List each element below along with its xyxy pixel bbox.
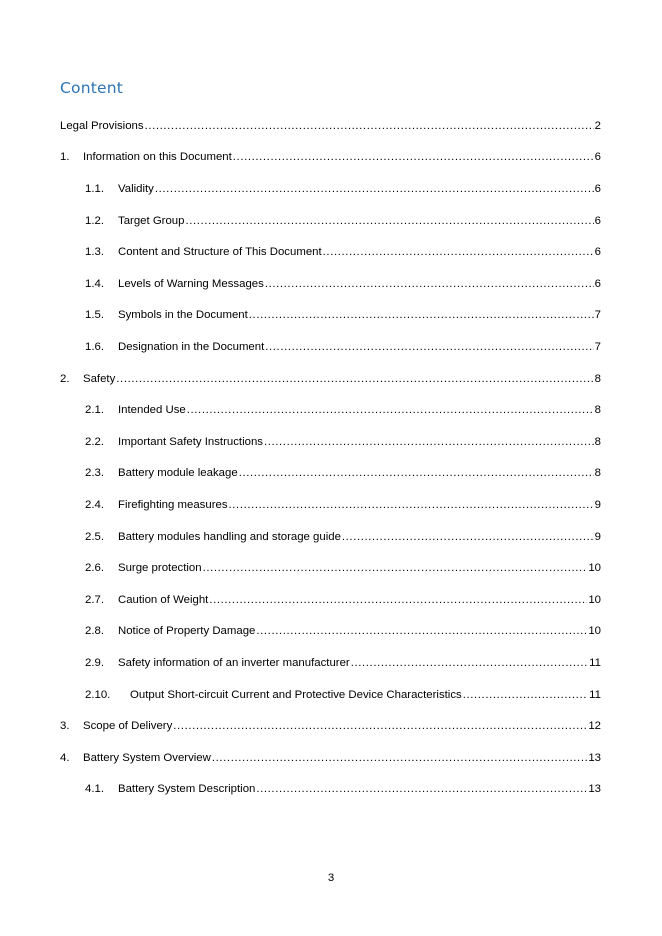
- toc-entry[interactable]: [85, 464, 601, 482]
- toc-entry-title: Validity: [118, 183, 154, 195]
- toc-entry-page: 13: [588, 783, 601, 795]
- dot-leader: [155, 180, 594, 198]
- toc-entry-title: Output Short-circuit Current and Protective Device Characteristics: [130, 689, 462, 701]
- toc-entry[interactable]: [85, 401, 601, 419]
- dot-leader: [256, 780, 587, 798]
- dot-leader: [116, 370, 593, 388]
- toc-entry-number: 4.1.: [85, 783, 104, 795]
- toc-entry[interactable]: [85, 528, 601, 546]
- toc-entry[interactable]: [60, 370, 601, 388]
- toc-entry-page: 2: [594, 120, 601, 132]
- toc-entry-title: Content and Structure of This Document: [118, 246, 322, 258]
- toc-entry[interactable]: [85, 654, 601, 672]
- toc-entry[interactable]: [85, 559, 601, 577]
- toc-entry-page: 7: [594, 309, 601, 321]
- toc-entry-number: 2.10.: [85, 689, 111, 701]
- dot-leader: [264, 433, 594, 451]
- toc-entry[interactable]: [85, 686, 601, 704]
- toc-entry-title: Battery modules handling and storage guide: [118, 531, 341, 543]
- toc-entry-page: 6: [594, 278, 601, 290]
- dot-leader: [265, 275, 594, 293]
- toc-entry-title: Important Safety Instructions: [118, 436, 263, 448]
- toc-entry[interactable]: [85, 622, 601, 640]
- page-number: 3: [327, 872, 335, 884]
- toc-entry-page: 8: [594, 404, 601, 416]
- toc-entry-page: 6: [594, 151, 601, 163]
- toc-entry-page: 8: [594, 373, 601, 385]
- dot-leader: [187, 401, 594, 419]
- toc-entry-title: Symbols in the Document: [118, 309, 248, 321]
- toc-entry[interactable]: [60, 148, 601, 166]
- toc-entry-title: Notice of Property Damage: [118, 625, 256, 637]
- dot-leader: [256, 622, 587, 640]
- toc-entry-number: 2.1.: [85, 404, 104, 416]
- toc-entry-page: 9: [594, 499, 601, 511]
- toc-entry-number: 2.7.: [85, 594, 104, 606]
- toc-entry-title: Designation in the Document: [118, 341, 265, 353]
- toc-entry-page: 6: [594, 246, 601, 258]
- toc-entry-title: Legal Provisions: [60, 120, 144, 132]
- toc-entry-title: Surge protection: [118, 562, 202, 574]
- dot-leader: [265, 338, 593, 356]
- toc-entry-title: Target Group: [118, 215, 185, 227]
- toc-entry-page: 6: [594, 215, 601, 227]
- toc-entry-title: Safety information of an inverter manufacturer: [118, 657, 350, 669]
- toc-entry-number: 1.4.: [85, 278, 104, 290]
- toc-entry-page: 12: [588, 720, 601, 732]
- toc-entry[interactable]: [60, 749, 601, 767]
- toc-entry-number: 2.9.: [85, 657, 104, 669]
- dot-leader: [323, 243, 594, 261]
- toc-entry-page: 10: [588, 562, 601, 574]
- toc-entry-number: 1.3.: [85, 246, 104, 258]
- dot-leader: [351, 654, 588, 672]
- toc-entry-page: 13: [588, 752, 601, 764]
- toc-entry[interactable]: [60, 717, 601, 735]
- dot-leader: [463, 686, 588, 704]
- toc-entry[interactable]: [85, 243, 601, 261]
- toc-entry-number: 2.4.: [85, 499, 104, 511]
- toc-entry-number: 2.: [60, 373, 70, 385]
- toc-entry[interactable]: [85, 275, 601, 293]
- toc-entry-title: Caution of Weight: [118, 594, 209, 606]
- dot-leader: [239, 464, 594, 482]
- toc-entry[interactable]: [85, 780, 601, 798]
- dot-leader: [342, 528, 594, 546]
- toc-entry-number: 2.5.: [85, 531, 104, 543]
- toc-entry-page: 8: [594, 467, 601, 479]
- dot-leader: [173, 717, 587, 735]
- toc-entry[interactable]: [85, 306, 601, 324]
- toc-entry-number: 2.3.: [85, 467, 104, 479]
- toc-entry[interactable]: [85, 338, 601, 356]
- toc-entry-title: Battery System Overview: [83, 752, 211, 764]
- toc-entry-title: Scope of Delivery: [83, 720, 173, 732]
- toc-entry-number: 3.: [60, 720, 70, 732]
- toc-entry[interactable]: [85, 496, 601, 514]
- toc-entry-title: Levels of Warning Messages: [118, 278, 264, 290]
- toc-entry-number: 1.5.: [85, 309, 104, 321]
- toc-entry-page: 6: [594, 183, 601, 195]
- toc-entry-page: 8: [594, 436, 601, 448]
- toc-entry-page: 11: [589, 657, 601, 669]
- toc-entry-page: 7: [594, 341, 601, 353]
- dot-leader: [249, 306, 594, 324]
- dot-leader: [212, 749, 587, 767]
- toc-entry-title: Intended Use: [118, 404, 186, 416]
- dot-leader: [233, 148, 594, 166]
- toc-entry-title: Firefighting measures: [118, 499, 228, 511]
- toc-entry-title: Safety: [83, 373, 116, 385]
- dot-leader: [209, 591, 587, 609]
- toc-entry-number: 2.2.: [85, 436, 104, 448]
- toc-heading: Content: [60, 79, 124, 97]
- toc-entry-number: 4.: [60, 752, 70, 764]
- toc-entry[interactable]: [85, 591, 601, 609]
- toc-entry-page: 11: [589, 689, 601, 701]
- dot-leader: [145, 117, 594, 135]
- dot-leader: [203, 559, 588, 577]
- dot-leader: [185, 212, 593, 230]
- dot-leader: [229, 496, 594, 514]
- toc-entry-number: 2.8.: [85, 625, 104, 637]
- toc-entry-title: Battery module leakage: [118, 467, 238, 479]
- toc-entry-number: 2.6.: [85, 562, 104, 574]
- toc-entry-page: 10: [588, 594, 601, 606]
- toc-entry[interactable]: [85, 433, 601, 451]
- toc-entry-number: 1.1.: [85, 183, 104, 195]
- toc-entry-page: 10: [588, 625, 601, 637]
- toc-entry[interactable]: [85, 212, 601, 230]
- toc-entry-title: Battery System Description: [118, 783, 256, 795]
- toc-entry-title: Information on this Document: [83, 151, 232, 163]
- toc-entry-number: 1.2.: [85, 215, 104, 227]
- toc-entry-number: 1.6.: [85, 341, 104, 353]
- toc-entry[interactable]: [60, 117, 601, 135]
- toc-entry[interactable]: [85, 180, 601, 198]
- toc-entry-page: 9: [594, 531, 601, 543]
- toc-entry-number: 1.: [60, 151, 70, 163]
